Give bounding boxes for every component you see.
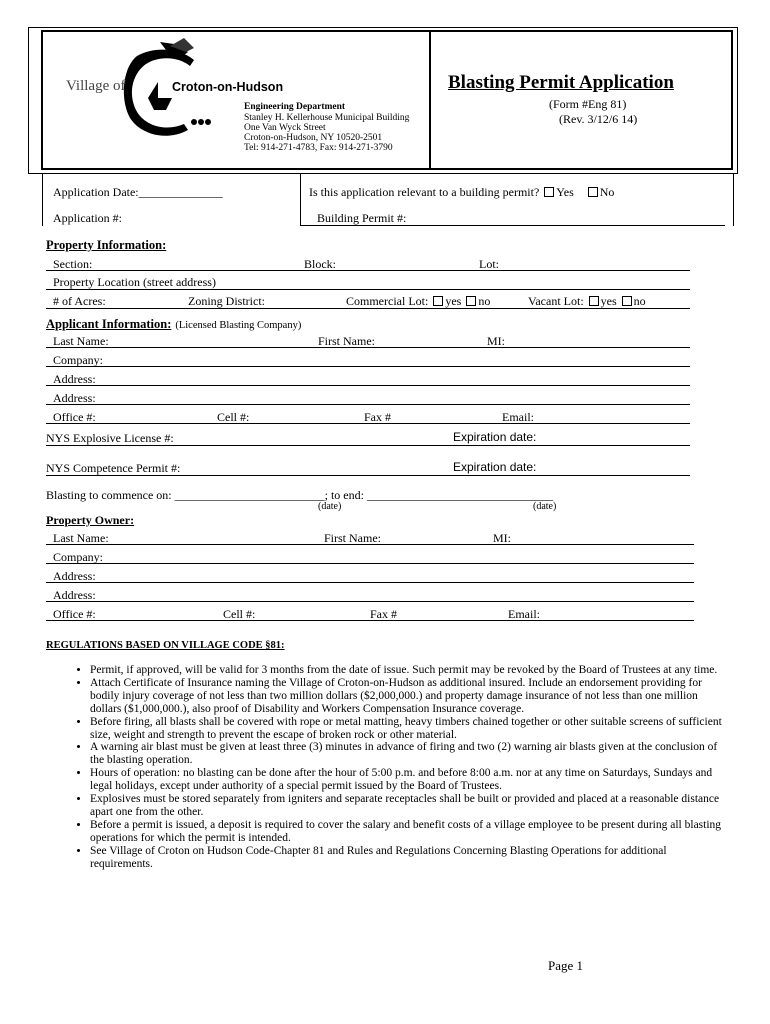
row-line — [46, 620, 694, 621]
form-number: (Form #Eng 81) — [549, 97, 627, 111]
regulation-item: • A warning air blast must be given at least three (3) minutes in advance of firing and two (2) warning air blasts given at the conclusion of the blasting operation. — [90, 741, 730, 767]
relevant-no-label: No — [599, 185, 615, 199]
regulation-item: • Permit, if approved, will be valid for 3 months from the date of issue. Such permit may be revoked by the Board of Trustees at any time. — [90, 664, 730, 677]
application-number-field[interactable]: Application #: — [53, 211, 122, 225]
applicant-office-field[interactable]: Office #: — [53, 410, 96, 424]
row-line — [46, 404, 690, 405]
row-line — [46, 563, 694, 564]
regulation-item: • Explosives must be stored separately from igniters and separate receptacles shall be built or provided and placed at a reasonable distance apart one from the other. — [90, 793, 730, 819]
regulation-item: • Before a permit is issued, a deposit is required to cover the salary and benefit costs of a village employee to be present during all blasting operations for which the permit is intended. — [90, 819, 730, 845]
village-name: Croton-on-Hudson — [172, 80, 284, 94]
vacant-no-label: no — [633, 294, 646, 308]
zoning-field[interactable]: Zoning District: — [188, 294, 265, 308]
vacant-label: Vacant Lot: — [528, 294, 584, 308]
building-permit-question — [309, 185, 614, 200]
block-field[interactable]: Block: — [304, 257, 336, 271]
applicant-company-field[interactable]: Company: — [53, 353, 103, 367]
commence-date-caption: (date) — [318, 501, 342, 512]
row-line — [46, 423, 690, 424]
acres-field[interactable]: # of Acres: — [53, 294, 106, 308]
row-line — [46, 582, 694, 583]
row-line — [46, 347, 690, 348]
commercial-no-checkbox[interactable] — [466, 296, 476, 306]
row-line — [46, 308, 690, 309]
street-address: One Van Wyck Street — [244, 123, 326, 133]
row-line — [46, 289, 690, 290]
relevant-yes-label: Yes — [556, 185, 574, 199]
regulation-item: • Attach Certificate of Insurance naming the Village of Croton-on-Hudson as additional insured. Include an endorsement providing for bodily injury coverage of not less than two million dollars ($2,000,000.) and property damage insurance of not less than one million dollars ($1,000,000.), also proof of Disability and Workers Compensation Insurance coverage. — [90, 677, 730, 716]
vacant-lot-field — [528, 294, 646, 309]
regulation-item: • Hours of operation: no blasting can be done after the hour of 5:00 p.m. and before 8:00 a.m. nor at any time on Saturdays, Sundays and legal holidays, except under authority of a special permit issued by the Board of Trustees. — [90, 767, 730, 793]
property-owner-heading: Property Owner: — [46, 513, 135, 527]
end-date-caption: (date) — [533, 501, 557, 512]
regulations-list — [60, 664, 730, 871]
applicant-address1-field[interactable]: Address: — [53, 372, 96, 386]
owner-fax-field[interactable]: Fax # — [370, 607, 397, 621]
row-line — [46, 544, 694, 545]
applicant-address2-field[interactable]: Address: — [53, 391, 96, 405]
applicant-info-sub: (Licensed Blasting Company) — [175, 320, 302, 331]
vacant-yes-label: yes — [600, 294, 617, 308]
section-field[interactable]: Section: — [53, 257, 93, 271]
relevant-no-checkbox[interactable] — [588, 187, 598, 197]
form-title: Blasting Permit Application — [448, 72, 674, 93]
commercial-no-label: no — [478, 294, 491, 308]
phone-fax: Tel: 914-271-4783, Fax: 914-271-3790 — [244, 143, 393, 153]
application-date-field[interactable]: Application Date:______________ — [53, 185, 223, 199]
applicant-first-name-field[interactable]: First Name: — [318, 334, 375, 348]
regulation-item: • See Village of Croton on Hudson Code-Chapter 81 and Rules and Regulations Concerning Blasting Operations for additional requirements. — [90, 845, 730, 871]
owner-email-field[interactable]: Email: — [508, 607, 540, 621]
applicant-last-name-field[interactable]: Last Name: — [53, 334, 109, 348]
row-line — [46, 366, 690, 367]
application-divider — [300, 174, 301, 226]
regulation-item: • Before firing, all blasts shall be covered with rope or metal matting, heavy timbers chained together or other suitable screens of sufficient size, weight and strength to prevent the escape of broken rock or other material. — [90, 716, 730, 742]
form-revision: (Rev. 3/12/6 14) — [559, 112, 638, 126]
owner-last-name-field[interactable]: Last Name: — [53, 531, 109, 545]
commercial-label: Commercial Lot: — [346, 294, 429, 308]
competence-expiration-field[interactable]: Expiration date: — [453, 460, 537, 474]
property-location-field[interactable]: Property Location (street address) — [53, 275, 216, 289]
relevant-yes-checkbox[interactable] — [544, 187, 554, 197]
applicant-email-field[interactable]: Email: — [502, 410, 534, 424]
row-line — [46, 270, 690, 271]
building-permit-number-field[interactable]: Building Permit #: — [317, 211, 407, 225]
blasting-dates-field[interactable]: Blasting to commence on: _________________________; to end: _______________________________ — [46, 488, 553, 502]
license-expiration-field[interactable]: Expiration date: — [453, 430, 537, 444]
owner-cell-field[interactable]: Cell #: — [223, 607, 256, 621]
nys-license-field[interactable]: NYS Explosive License #: — [46, 431, 174, 445]
relevant-question: Is this application relevant to a building permit? — [309, 185, 540, 199]
row-line — [46, 601, 694, 602]
property-info-heading: Property Information: — [46, 238, 167, 252]
applicant-mi-field[interactable]: MI: — [487, 334, 505, 348]
lot-field[interactable]: Lot: — [479, 257, 499, 271]
nys-competence-field[interactable]: NYS Competence Permit #: — [46, 461, 181, 475]
vacant-no-checkbox[interactable] — [622, 296, 632, 306]
owner-company-field[interactable]: Company: — [53, 550, 103, 564]
regulations-heading: REGULATIONS BASED ON VILLAGE CODE §81: — [46, 640, 285, 651]
vacant-yes-checkbox[interactable] — [589, 296, 599, 306]
applicant-cell-field[interactable]: Cell #: — [217, 410, 250, 424]
applicant-fax-field[interactable]: Fax # — [364, 410, 391, 424]
owner-mi-field[interactable]: MI: — [493, 531, 511, 545]
row-line — [46, 385, 690, 386]
owner-address1-field[interactable]: Address: — [53, 569, 96, 583]
header-divider — [429, 30, 431, 170]
owner-first-name-field[interactable]: First Name: — [324, 531, 381, 545]
applicant-heading-row — [46, 315, 301, 333]
city-address: Croton-on-Hudson, NY 10520-2501 — [244, 133, 383, 143]
commercial-yes-label: yes — [445, 294, 462, 308]
owner-office-field[interactable]: Office #: — [53, 607, 96, 621]
dept-name: Engineering Department — [244, 102, 346, 112]
page-number: Page 1 — [548, 958, 584, 973]
row-line — [46, 475, 690, 476]
commercial-yes-checkbox[interactable] — [433, 296, 443, 306]
applicant-info-heading: Applicant Information: — [46, 317, 172, 331]
bp-underline — [301, 225, 725, 226]
building-name: Stanley H. Kellerhouse Municipal Building — [244, 113, 410, 123]
commercial-lot-field — [346, 294, 490, 309]
village-prefix: Village of — [66, 78, 126, 94]
row-line — [46, 445, 690, 446]
owner-address2-field[interactable]: Address: — [53, 588, 96, 602]
